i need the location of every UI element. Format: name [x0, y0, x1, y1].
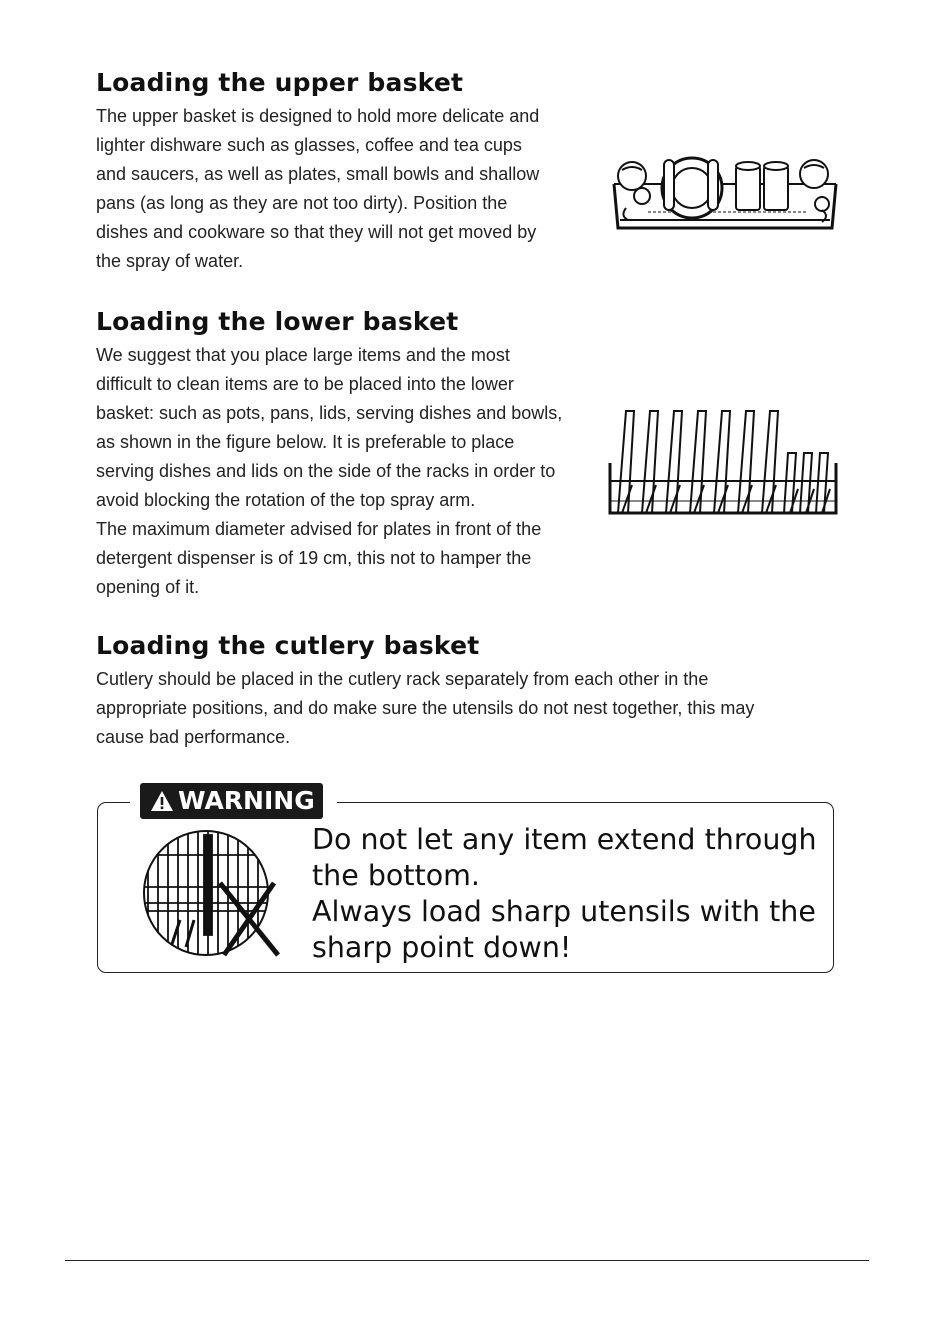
paragraph-line: The maximum diameter advised for plates in front of the	[96, 519, 542, 539]
upper-basket-illustration	[608, 150, 840, 240]
warning-triangle-icon	[150, 790, 174, 812]
upper-basket-section	[96, 68, 539, 276]
warning-line: the bottom.	[312, 859, 480, 892]
paragraph-line: We suggest that you place large items and the most	[96, 345, 510, 365]
cutlery-basket-paragraph	[96, 665, 754, 752]
paragraph-line: as shown in the figure below. It is preferable to place	[96, 432, 515, 452]
paragraph-line: difficult to clean items are to be placed into the lower	[96, 374, 514, 394]
paragraph-line: opening of it.	[96, 577, 200, 597]
lower-basket-illustration	[608, 405, 840, 521]
paragraph-line: the spray of water.	[96, 251, 244, 271]
footer-divider	[65, 1260, 869, 1261]
paragraph-line: basket: such as pots, pans, lids, serving dishes and bowls,	[96, 403, 563, 423]
paragraph-line: Cutlery should be placed in the cutlery rack separately from each other in the	[96, 669, 709, 689]
warning-line: sharp point down!	[312, 931, 572, 964]
paragraph-line: pans (as long as they are not too dirty). Position the	[96, 193, 508, 213]
lower-basket-heading: Loading the lower basket	[96, 307, 459, 336]
warning-label: WARNING	[178, 786, 315, 815]
lower-basket-paragraph	[96, 341, 562, 602]
paragraph-line: dishes and cookware so that they will not get moved by	[96, 222, 537, 242]
paragraph-line: avoid blocking the rotation of the top spray arm.	[96, 490, 476, 510]
lower-basket-section	[96, 307, 562, 602]
warning-badge	[130, 783, 337, 819]
paragraph-line: The upper basket is designed to hold more delicate and	[96, 106, 540, 126]
paragraph-line: appropriate positions, and do make sure the utensils do not nest together, this may	[96, 698, 755, 718]
paragraph-line: lighter dishware such as glasses, coffee and tea cups	[96, 135, 522, 155]
warning-message	[312, 822, 817, 966]
paragraph-line: cause bad performance.	[96, 727, 291, 747]
cutlery-basket-heading: Loading the cutlery basket	[96, 631, 480, 660]
upper-basket-paragraph	[96, 102, 539, 276]
warning-line: Do not let any item extend through	[312, 823, 817, 856]
paragraph-line: and saucers, as well as plates, small bowls and shallow	[96, 164, 540, 184]
paragraph-line: detergent dispenser is of 19 cm, this not to hamper the	[96, 548, 532, 568]
paragraph-line: serving dishes and lids on the side of the racks in order to	[96, 461, 556, 481]
upper-basket-heading: Loading the upper basket	[96, 68, 464, 97]
warning-line: Always load sharp utensils with the	[312, 895, 816, 928]
cutlery-grid-prohibited-illustration	[140, 825, 290, 969]
cutlery-basket-section	[96, 631, 754, 752]
